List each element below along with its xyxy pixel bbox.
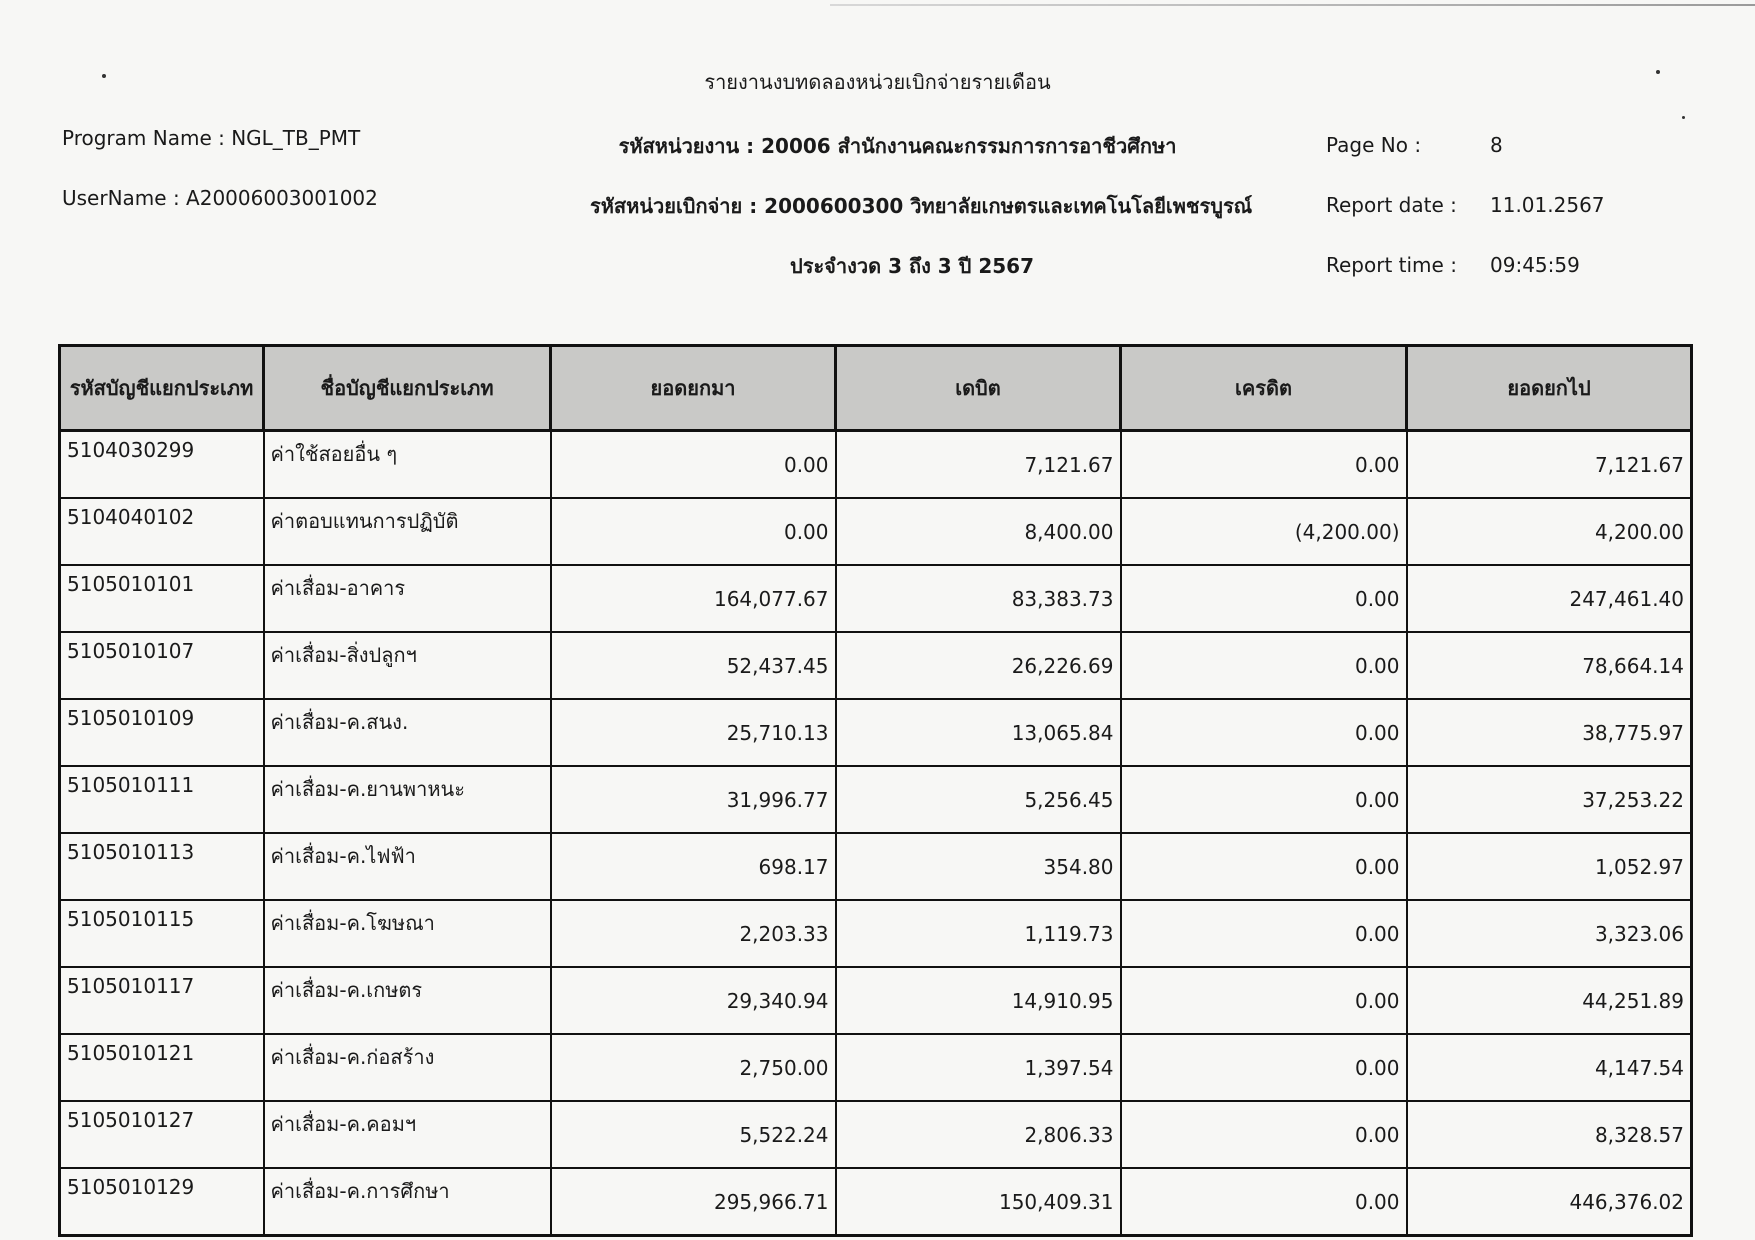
credit-cell: 0.00: [1121, 833, 1407, 900]
account-code-cell: 5104030299: [60, 431, 264, 499]
debit-cell: 1,119.73: [836, 900, 1121, 967]
brought-forward-cell: 2,203.33: [551, 900, 836, 967]
account-code-cell: 5105010109: [60, 699, 264, 766]
account-code-cell: 5105010111: [60, 766, 264, 833]
scan-edge-line: [830, 4, 1755, 6]
table-header-row: [60, 346, 1692, 431]
brought-forward-cell: 0.00: [551, 431, 836, 499]
debit-cell: 2,806.33: [836, 1101, 1121, 1168]
table-row: [60, 1168, 1692, 1236]
agency-line: รหัสหน่วยงาน : 20006 สำนักงานคณะกรรมการการอาชีวศึกษา: [618, 134, 1177, 158]
carried-forward-cell: 7,121.67: [1407, 431, 1692, 499]
report-time-label: Report time :: [1326, 253, 1457, 277]
trial-balance-table: [58, 344, 1693, 1237]
debit-cell: 83,383.73: [836, 565, 1121, 632]
account-code-cell: 5105010101: [60, 565, 264, 632]
scan-speck: [1682, 116, 1685, 119]
carried-forward-cell: 446,376.02: [1407, 1168, 1692, 1236]
account-code-cell: 5105010113: [60, 833, 264, 900]
page-no-value: 8: [1490, 133, 1503, 157]
credit-cell: 0.00: [1121, 967, 1407, 1034]
column-header-debit: เดบิต: [836, 346, 1121, 431]
credit-cell: 0.00: [1121, 1168, 1407, 1236]
carried-forward-cell: 4,200.00: [1407, 498, 1692, 565]
user-name: UserName : A20006003001002: [62, 186, 378, 210]
account-code-cell: 5105010129: [60, 1168, 264, 1236]
table-row: [60, 967, 1692, 1034]
carried-forward-cell: 38,775.97: [1407, 699, 1692, 766]
brought-forward-cell: 698.17: [551, 833, 836, 900]
table-row: [60, 1101, 1692, 1168]
column-header-carried-forward: ยอดยกไป: [1407, 346, 1692, 431]
table-row: [60, 565, 1692, 632]
account-name-cell: ค่าตอบแทนการปฏิบัติ: [264, 498, 551, 565]
account-code-cell: 5105010115: [60, 900, 264, 967]
program-name: Program Name : NGL_TB_PMT: [62, 126, 361, 150]
column-header-brought-forward: ยอดยกมา: [551, 346, 836, 431]
debit-cell: 150,409.31: [836, 1168, 1121, 1236]
brought-forward-cell: 52,437.45: [551, 632, 836, 699]
account-name-cell: ค่าเสื่อม-อาคาร: [264, 565, 551, 632]
table-row: [60, 632, 1692, 699]
table-row: [60, 699, 1692, 766]
carried-forward-cell: 37,253.22: [1407, 766, 1692, 833]
period-line: ประจำงวด 3 ถึง 3 ปี 2567: [790, 254, 1034, 278]
account-name-cell: ค่าเสื่อม-ค.คอมฯ: [264, 1101, 551, 1168]
account-name-cell: ค่าเสื่อม-ค.การศึกษา: [264, 1168, 551, 1236]
brought-forward-cell: 2,750.00: [551, 1034, 836, 1101]
column-header-credit: เครดิต: [1121, 346, 1407, 431]
carried-forward-cell: 4,147.54: [1407, 1034, 1692, 1101]
account-name-cell: ค่าเสื่อม-ค.ไฟฟ้า: [264, 833, 551, 900]
table-row: [60, 431, 1692, 499]
account-code-cell: 5105010127: [60, 1101, 264, 1168]
account-name-cell: ค่าเสื่อม-ค.ก่อสร้าง: [264, 1034, 551, 1101]
account-name-cell: ค่าเสื่อม-ค.สนง.: [264, 699, 551, 766]
debit-cell: 13,065.84: [836, 699, 1121, 766]
report-title: รายงานงบทดลองหน่วยเบิกจ่ายรายเดือน: [704, 70, 1051, 94]
account-name-cell: ค่าเสื่อม-ค.เกษตร: [264, 967, 551, 1034]
account-name-cell: ค่าใช้สอยอื่น ๆ: [264, 431, 551, 499]
account-name-cell: ค่าเสื่อม-ค.ยานพาหนะ: [264, 766, 551, 833]
carried-forward-cell: 44,251.89: [1407, 967, 1692, 1034]
debit-cell: 1,397.54: [836, 1034, 1121, 1101]
brought-forward-cell: 31,996.77: [551, 766, 836, 833]
debit-cell: 8,400.00: [836, 498, 1121, 565]
account-name-cell: ค่าเสื่อม-สิ่งปลูกฯ: [264, 632, 551, 699]
column-header-account-code: รหัสบัญชีแยกประเภท: [60, 346, 264, 431]
credit-cell: 0.00: [1121, 565, 1407, 632]
table-row: [60, 1034, 1692, 1101]
credit-cell: 0.00: [1121, 632, 1407, 699]
disbursing-unit-line: รหัสหน่วยเบิกจ่าย : 2000600300 วิทยาลัยเกษตรและเทคโนโลยีเพชรบูรณ์: [590, 194, 1253, 218]
account-code-cell: 5105010107: [60, 632, 264, 699]
credit-cell: (4,200.00): [1121, 498, 1407, 565]
table-row: [60, 498, 1692, 565]
brought-forward-cell: 29,340.94: [551, 967, 836, 1034]
table-row: [60, 900, 1692, 967]
credit-cell: 0.00: [1121, 900, 1407, 967]
account-code-cell: 5105010117: [60, 967, 264, 1034]
account-code-cell: 5104040102: [60, 498, 264, 565]
table-row: [60, 833, 1692, 900]
brought-forward-cell: 0.00: [551, 498, 836, 565]
report-date-value: 11.01.2567: [1490, 193, 1605, 217]
brought-forward-cell: 5,522.24: [551, 1101, 836, 1168]
debit-cell: 7,121.67: [836, 431, 1121, 499]
credit-cell: 0.00: [1121, 699, 1407, 766]
brought-forward-cell: 25,710.13: [551, 699, 836, 766]
carried-forward-cell: 247,461.40: [1407, 565, 1692, 632]
credit-cell: 0.00: [1121, 1034, 1407, 1101]
debit-cell: 14,910.95: [836, 967, 1121, 1034]
column-header-account-name: ชื่อบัญชีแยกประเภท: [264, 346, 551, 431]
table-row: [60, 766, 1692, 833]
account-code-cell: 5105010121: [60, 1034, 264, 1101]
brought-forward-cell: 164,077.67: [551, 565, 836, 632]
report-date-label: Report date :: [1326, 193, 1457, 217]
page-no-label: Page No :: [1326, 133, 1422, 157]
report-time-value: 09:45:59: [1490, 253, 1580, 277]
debit-cell: 26,226.69: [836, 632, 1121, 699]
debit-cell: 5,256.45: [836, 766, 1121, 833]
credit-cell: 0.00: [1121, 1101, 1407, 1168]
credit-cell: 0.00: [1121, 766, 1407, 833]
debit-cell: 354.80: [836, 833, 1121, 900]
carried-forward-cell: 8,328.57: [1407, 1101, 1692, 1168]
carried-forward-cell: 3,323.06: [1407, 900, 1692, 967]
brought-forward-cell: 295,966.71: [551, 1168, 836, 1236]
carried-forward-cell: 1,052.97: [1407, 833, 1692, 900]
account-name-cell: ค่าเสื่อม-ค.โฆษณา: [264, 900, 551, 967]
credit-cell: 0.00: [1121, 431, 1407, 499]
carried-forward-cell: 78,664.14: [1407, 632, 1692, 699]
